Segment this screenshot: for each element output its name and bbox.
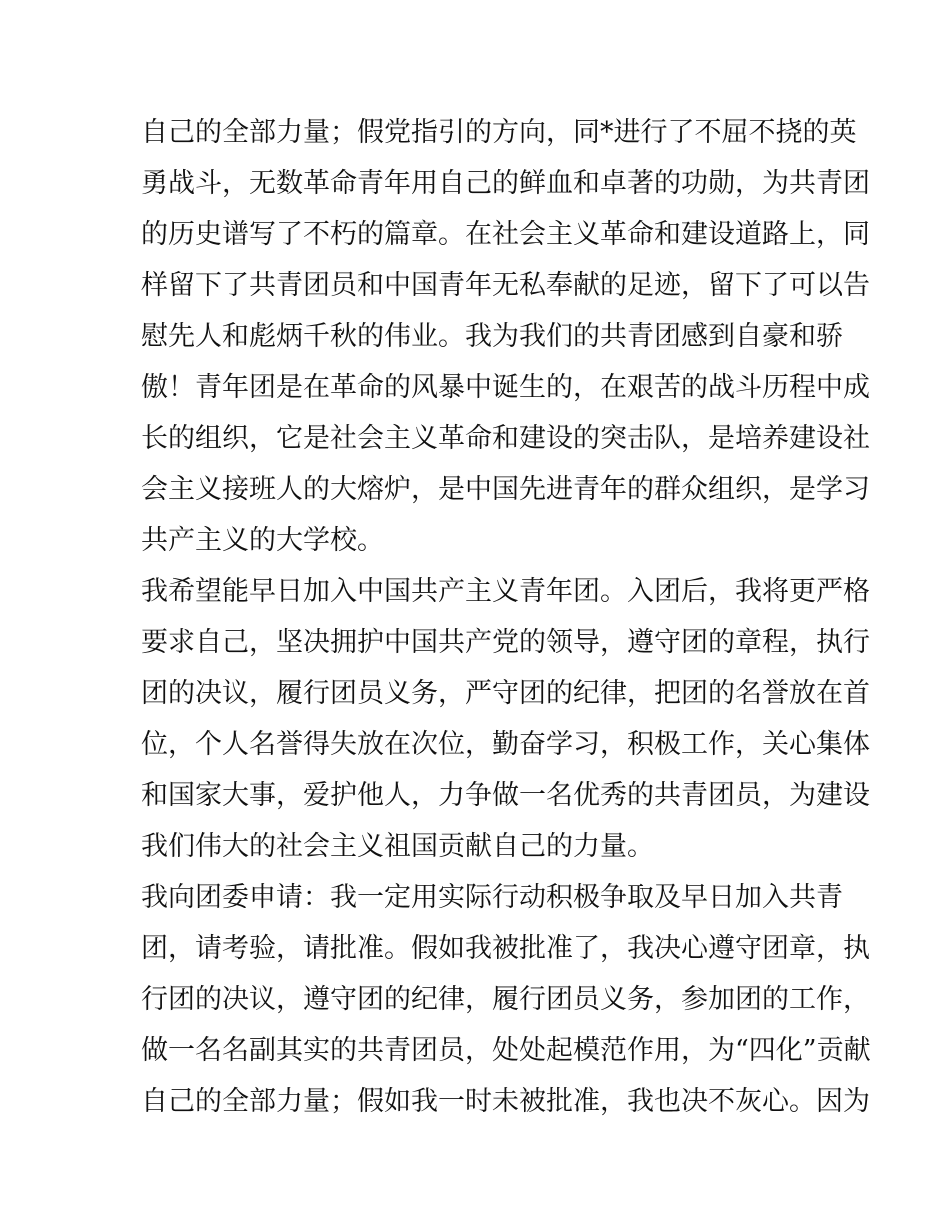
text-line: 慰先人和彪炳千秋的伟业。我为我们的共青团感到自豪和骄 — [141, 321, 843, 352]
text-line: 我们伟大的社会主义祖国贡献自己的力量。 — [141, 831, 654, 862]
text-line: 我向团委申请：我一定用实际行动积极争取及早日加入共青 — [141, 882, 843, 913]
text-line: 会主义接班人的大熔炉，是中国先进青年的群众组织，是学习 — [141, 474, 870, 505]
text-line: 要求自己，坚决拥护中国共产党的领导，遵守团的章程，执行 — [141, 627, 870, 658]
text-line: 做一名名副其实的共青团员，处处起模范作用，为“四化”贡献 — [141, 1035, 871, 1066]
text-line: 自己的全部力量；假党指引的方向，同*进行了不屈不挠的英 — [141, 117, 857, 148]
text-line: 和国家大事，爱护他人，力争做一名优秀的共青团员，为建设 — [141, 780, 870, 811]
text-line: 勇战斗，无数革命青年用自己的鲜血和卓著的功勋，为共青团 — [141, 168, 870, 199]
text-line: 我希望能早日加入中国共产主义青年团。入团后，我将更严格 — [141, 576, 870, 607]
text-line: 位，个人名誉得失放在次位，勤奋学习，积极工作，关心集体 — [141, 729, 870, 760]
text-line: 长的组织，它是社会主义革命和建设的突击队，是培养建设社 — [141, 423, 870, 454]
document-body — [141, 107, 871, 1127]
text-line: 的历史谱写了不朽的篇章。在社会主义革命和建设道路上，同 — [141, 219, 870, 250]
text-line: 团，请考验，请批准。假如我被批准了，我决心遵守团章，执 — [141, 933, 870, 964]
text-line: 团的决议，履行团员义务，严守团的纪律，把团的名誉放在首 — [141, 678, 870, 709]
text-line: 自己的全部力量；假如我一时未被批准，我也决不灰心。因为 — [141, 1086, 870, 1117]
text-line: 共产主义的大学校。 — [141, 525, 384, 556]
text-line: 傲！青年团是在革命的风暴中诞生的，在艰苦的战斗历程中成 — [141, 372, 870, 403]
text-line: 行团的决议，遵守团的纪律，履行团员义务，参加团的工作， — [141, 984, 870, 1015]
text-line: 样留下了共青团员和中国青年无私奉献的足迹，留下了可以告 — [141, 270, 870, 301]
